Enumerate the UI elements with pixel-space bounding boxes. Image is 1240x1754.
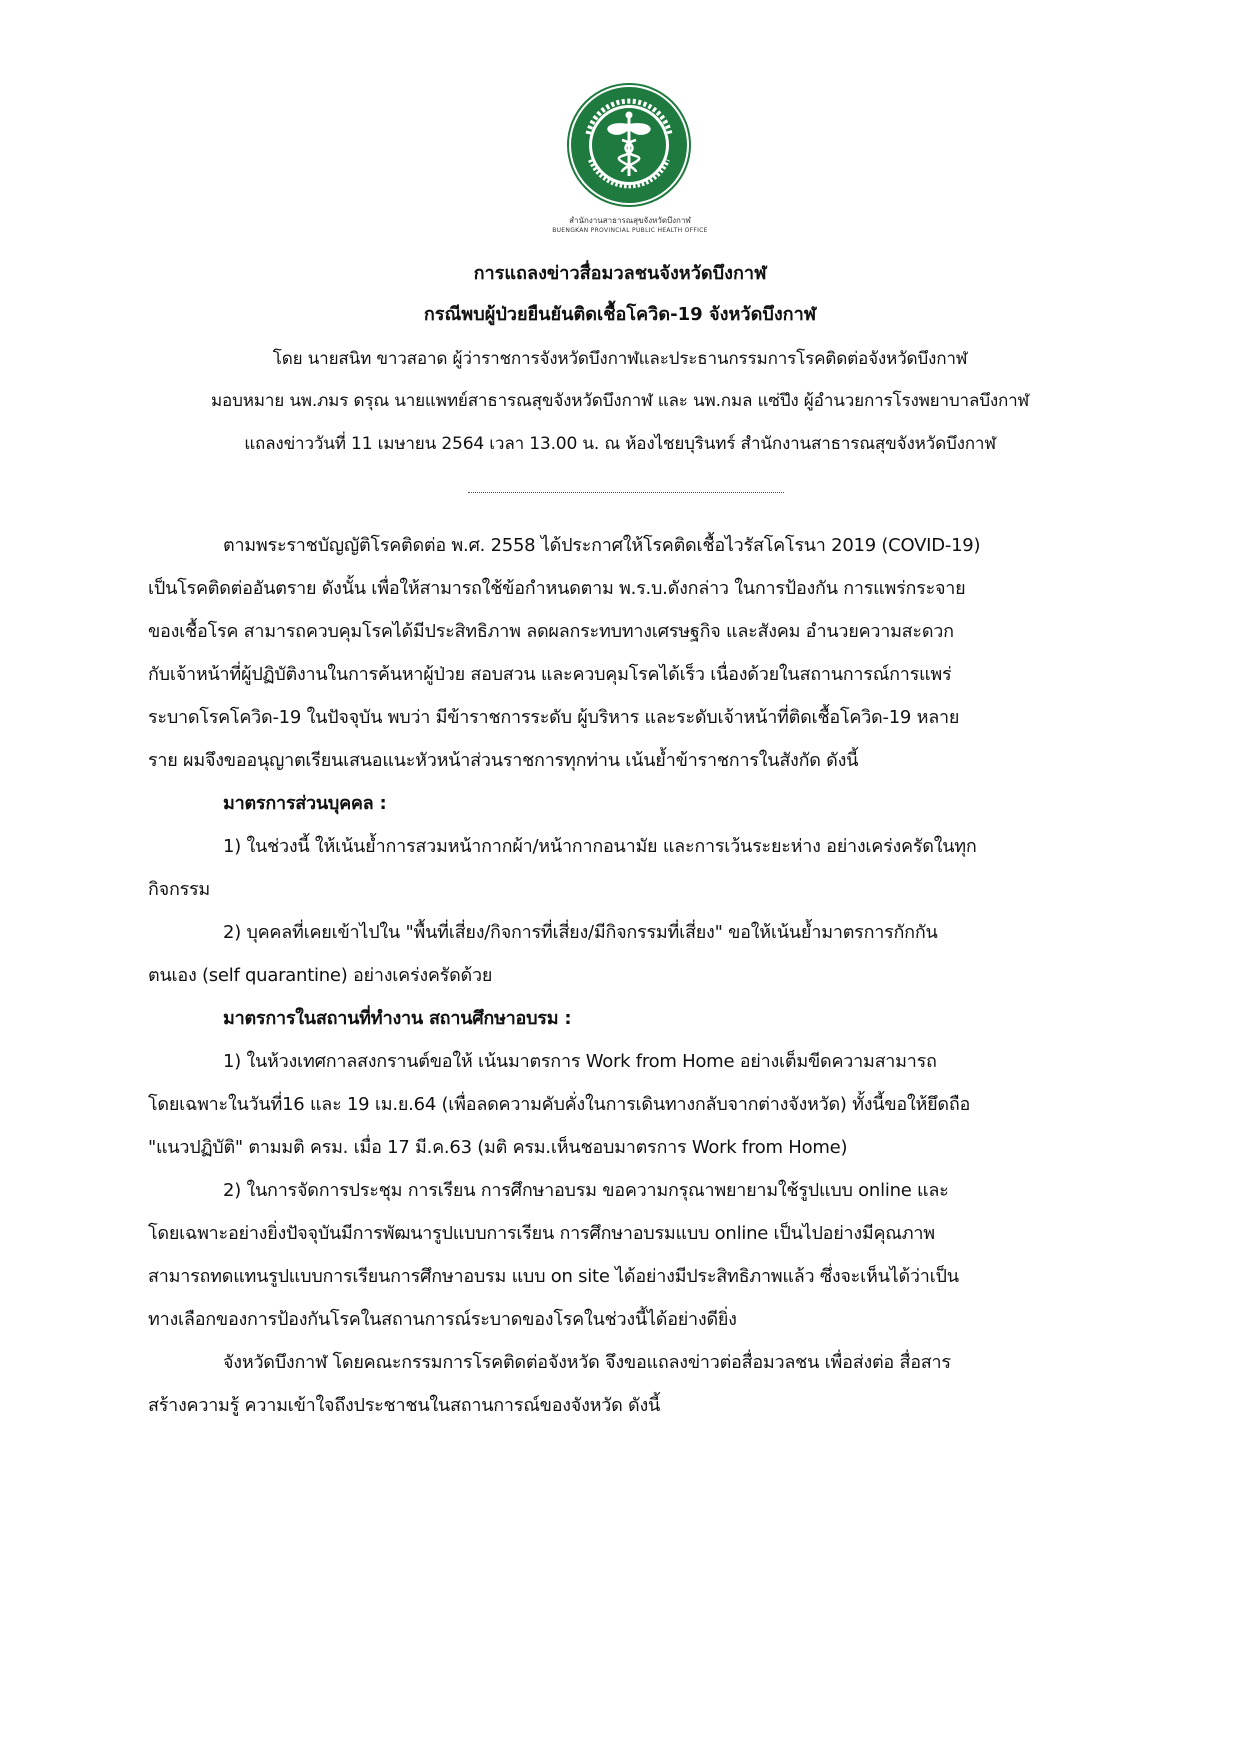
list-item-line: "แนวปฏิบัติ" ตามมติ ครม. เมื่อ 17 มี.ค.63 (มติ ครม.เห็นชอบมาตรการ Work from Home) (148, 1137, 848, 1158)
section-heading-personal: มาตรการส่วนบุคคล : (223, 793, 387, 814)
byline-assigned: มอบหมาย นพ.ภมร ดรุณ นายแพทย์สาธารณสุขจังหวัดบึงกาฬ และ นพ.กมล แซ่ปึง ผู้อำนวยการโรงพยาบาลบึงกาฬ (210, 391, 1030, 411)
closing-line: สร้างความรู้ ความเข้าใจถึงประชาชนในสถานการณ์ของจังหวัด ดังนี้ (148, 1395, 661, 1416)
paragraph-line: เป็นโรคติดต่ออันตราย ดังนั้น เพื่อให้สามารถใช้ข้อกำหนดตาม พ.ร.บ.ดังกล่าว ในการป้องกัน การแพร่กระจาย (148, 578, 966, 599)
list-item-line: โดยเฉพาะในวันที่16 และ 19 เม.ย.64 (เพื่อลดความคับคั่งในการเดินทางกลับจากต่างจังหวัด) ทั้งนี้ขอให้ยึดถือ (148, 1094, 971, 1115)
section-heading-workplace: มาตรการในสถานที่ทำงาน สถานศึกษาอบรม : (223, 1008, 572, 1029)
byline-presenter: โดย นายสนิท ขาวสอาด ผู้ว่าราชการจังหวัดบึงกาฬและประธานกรรมการโรคติดต่อจังหวัดบึงกาฬ (272, 349, 968, 369)
list-item-line: 2) ในการจัดการประชุม การเรียน การศึกษาอบรม ขอความกรุณาพยายามใช้รูปแบบ online และ (223, 1180, 949, 1201)
paragraph-line: ระบาดโรคโควิด-19 ในปัจจุบัน พบว่า มีข้าราชการระดับ ผู้บริหาร และระดับเจ้าหน้าที่ติดเชื้อโควิด-19 หลาย (148, 707, 960, 728)
dotted-divider (468, 492, 784, 493)
office-name-en: BUENGKAN PROVINCIAL PUBLIC HEALTH OFFICE (552, 227, 708, 234)
list-item-line: สามารถทดแทนรูปแบบการเรียนการศึกษาอบรม แบบ on site ได้อย่างมีประสิทธิภาพแล้ว ซึ่งจะเห็นได้ว่าเป็น (148, 1266, 959, 1287)
paragraph-line: ของเชื้อโรค สามารถควบคุมโรคได้มีประสิทธิภาพ ลดผลกระทบทางเศรษฐกิจ และสังคม อำนวยความสะดวก (148, 621, 954, 642)
list-item-line: 2) บุคคลที่เคยเข้าไปใน "พื้นที่เสี่ยง/กิจการที่เสี่ยง/มีกิจกรรมที่เสี่ยง" ขอให้เน้นย้ำมาตรการกักกัน (223, 922, 938, 943)
paragraph-line: ราย ผมจึงขออนุญาตเรียนเสนอแนะหัวหน้าส่วนราชการทุกท่าน เน้นย้ำข้าราชการในสังกัด ดังนี้ (148, 750, 859, 771)
paragraph-line: กับเจ้าหน้าที่ผู้ปฏิบัติงานในการค้นหาผู้ป่วย สอบสวน และควบคุมโรคได้เร็ว เนื่องด้วยในสถานการณ์การแพร่ (148, 664, 952, 685)
list-item-line: ตนเอง (self quarantine) อย่างเคร่งครัดด้วย (148, 965, 493, 986)
list-item-line: 1) ในช่วงนี้ ให้เน้นย้ำการสวมหน้ากากผ้า/หน้ากากอนามัย และการเว้นระยะห่าง อย่างเคร่งครัดในทุก (223, 836, 977, 857)
list-item-line: กิจกรรม (148, 879, 211, 900)
list-item-line: 1) ในห้วงเทศกาลสงกรานต์ขอให้ เน้นมาตรการ Work from Home อย่างเต็มขีดความสามารถ (223, 1051, 937, 1072)
office-name (520, 216, 740, 236)
document-title: การแถลงข่าวสื่อมวลชนจังหวัดบึงกาฬ (473, 263, 767, 284)
byline-date-place: แถลงข่าววันที่ 11 เมษายน 2564 เวลา 13.00 น. ณ ห้องไชยบุรินทร์ สำนักงานสาธารณสุขจังหวัดบึงกาฬ (244, 434, 996, 454)
list-item-line: โดยเฉพาะอย่างยิ่งปัจจุบันมีการพัฒนารูปแบบการเรียน การศึกษาอบรมแบบ online เป็นไปอย่างมีคุณภาพ (148, 1223, 935, 1244)
ministry-seal-icon (566, 82, 692, 208)
closing-line: จังหวัดบึงกาฬ โดยคณะกรรมการโรคติดต่อจังหวัด จึงขอแถลงข่าวต่อสื่อมวลชน เพื่อส่งต่อ สื่อสาร (223, 1352, 951, 1373)
list-item-line: ทางเลือกของการป้องกันโรคในสถานการณ์ระบาดของโรคในช่วงนี้ได้อย่างดียิ่ง (148, 1309, 737, 1330)
office-name-th: สำนักงานสาธารณสุขจังหวัดบึงกาฬ (569, 216, 691, 225)
document-subtitle: กรณีพบผู้ป่วยยืนยันติดเชื้อโควิด-19 จังหวัดบึงกาฬ (423, 304, 817, 325)
paragraph-line: ตามพระราชบัญญัติโรคติดต่อ พ.ศ. 2558 ได้ประกาศให้โรคติดเชื้อไวรัสโคโรนา 2019 (COVID-19) (223, 535, 981, 556)
ministry-of-public-health-logo (566, 82, 692, 208)
